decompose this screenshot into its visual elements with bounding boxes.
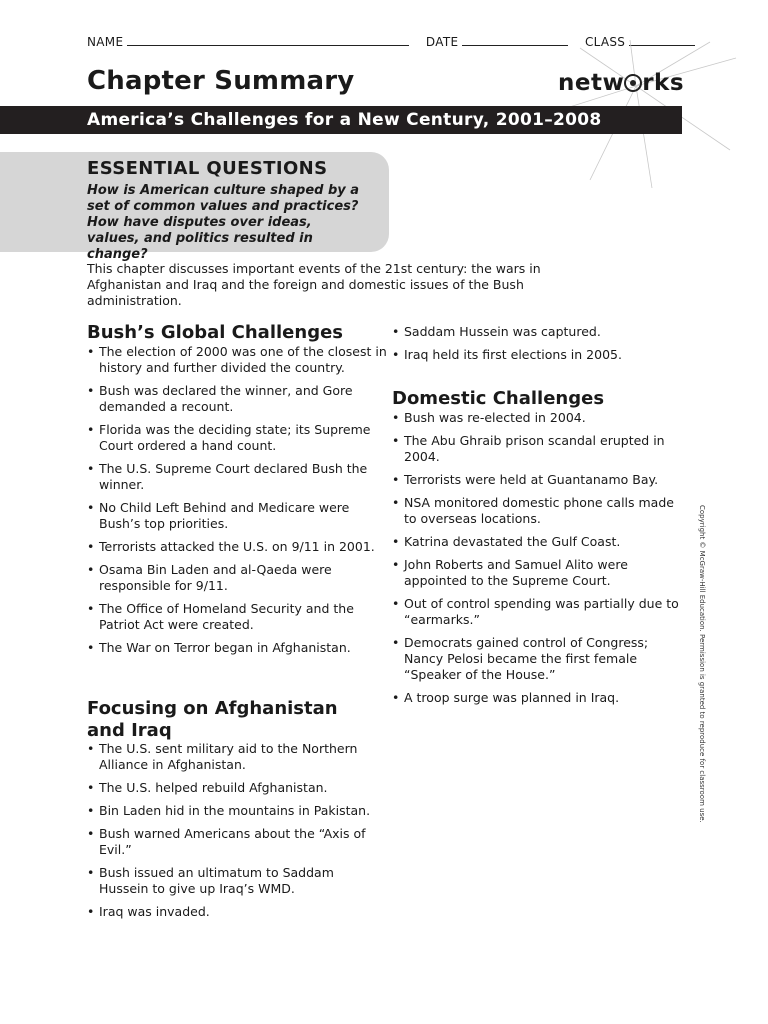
essential-questions-box (0, 152, 389, 262)
afghanistan-iraq-continued (392, 324, 682, 370)
list-item: • Out of control spending was partially due to “earmarks.” (392, 596, 682, 628)
class-field[interactable] (629, 34, 695, 46)
list-item: • The U.S. sent military aid to the Northern Alliance in Afghanistan. (87, 741, 387, 773)
networks-logo (558, 70, 684, 96)
logo-o-icon (624, 74, 642, 92)
class-label: CLASS (584, 35, 626, 49)
list-item: • A troop surge was planned in Iraq. (392, 690, 682, 706)
student-info-line (87, 34, 687, 49)
list-item: • The U.S. Supreme Court declared Bush the winner. (87, 461, 387, 493)
list-item: • The Office of Homeland Security and the Patriot Act were created. (87, 601, 387, 633)
list-item: • Terrorists attacked the U.S. on 9/11 in 2001. (87, 539, 387, 555)
list-item: • Bush warned Americans about the “Axis of Evil.” (87, 826, 387, 858)
list-item: • Florida was the deciding state; its Supreme Court ordered a hand count. (87, 422, 387, 454)
afghanistan-iraq-list-continued (392, 324, 682, 363)
list-item: • NSA monitored domestic phone calls made to overseas locations. (392, 495, 682, 527)
list-item: • Terrorists were held at Guantanamo Bay. (392, 472, 682, 488)
essential-questions-text: How is American culture shaped by a set of common values and practices? How have disputes over ideas, values, and politics resulted in change? (87, 183, 360, 262)
copyright-notice: Copyright © McGraw-Hill Education. Permission is granted to reproduce for classroom use. (698, 505, 706, 823)
list-item: • Bush issued an ultimatum to Saddam Hussein to give up Iraq’s WMD. (87, 865, 387, 897)
global-challenges-heading: Bush’s Global Challenges (87, 322, 343, 343)
list-item: • Katrina devastated the Gulf Coast. (392, 534, 682, 550)
list-item: • Saddam Hussein was captured. (392, 324, 682, 340)
name-field[interactable] (127, 34, 409, 46)
chapter-subtitle: America’s Challenges for a New Century, 2001–2008 (87, 110, 602, 130)
afghanistan-iraq-heading: Focusing on Afghanistan and Iraq (87, 698, 338, 741)
name-label: NAME (87, 35, 124, 49)
list-item: • John Roberts and Samuel Alito were appointed to the Supreme Court. (392, 557, 682, 589)
date-field[interactable] (462, 34, 568, 46)
list-item: • Osama Bin Laden and al-Qaeda were responsible for 9/11. (87, 562, 387, 594)
page-title: Chapter Summary (87, 66, 355, 96)
list-item: • Democrats gained control of Congress; Nancy Pelosi became the first female “Speaker of the House.” (392, 635, 682, 683)
chapter-subtitle-bar (0, 106, 682, 134)
list-item: • Bush was re-elected in 2004. (392, 410, 682, 426)
domestic-challenges-section (392, 388, 682, 713)
afghanistan-iraq-section (87, 698, 357, 742)
logo-text-end: rks (642, 70, 685, 96)
list-item: • Iraq was invaded. (87, 904, 387, 920)
essential-questions-heading: ESSENTIAL QUESTIONS (87, 158, 328, 179)
list-item: • Iraq held its first elections in 2005. (392, 347, 682, 363)
list-item: • The War on Terror began in Afghanistan. (87, 640, 387, 656)
global-challenges-list (87, 344, 387, 656)
chapter-intro: This chapter discusses important events of the 21st century: the wars in Afghanistan and Iraq and the foreign and domestic issues of the Bush administration. (87, 261, 541, 308)
list-item: • The election of 2000 was one of the closest in history and further divided the country. (87, 344, 387, 376)
list-item: • Bush was declared the winner, and Gore demanded a recount. (87, 383, 387, 415)
list-item: • Bin Laden hid in the mountains in Pakistan. (87, 803, 387, 819)
list-item: • The Abu Ghraib prison scandal erupted in 2004. (392, 433, 682, 465)
logo-text-start: netw (558, 70, 625, 96)
global-challenges-section (87, 322, 387, 663)
afghanistan-iraq-list-container (87, 741, 387, 927)
date-label: DATE (425, 35, 459, 49)
list-item: • The U.S. helped rebuild Afghanistan. (87, 780, 387, 796)
list-item: • No Child Left Behind and Medicare were Bush’s top priorities. (87, 500, 387, 532)
afghanistan-iraq-list (87, 741, 387, 920)
domestic-challenges-list (392, 410, 682, 706)
domestic-challenges-heading: Domestic Challenges (392, 388, 605, 409)
